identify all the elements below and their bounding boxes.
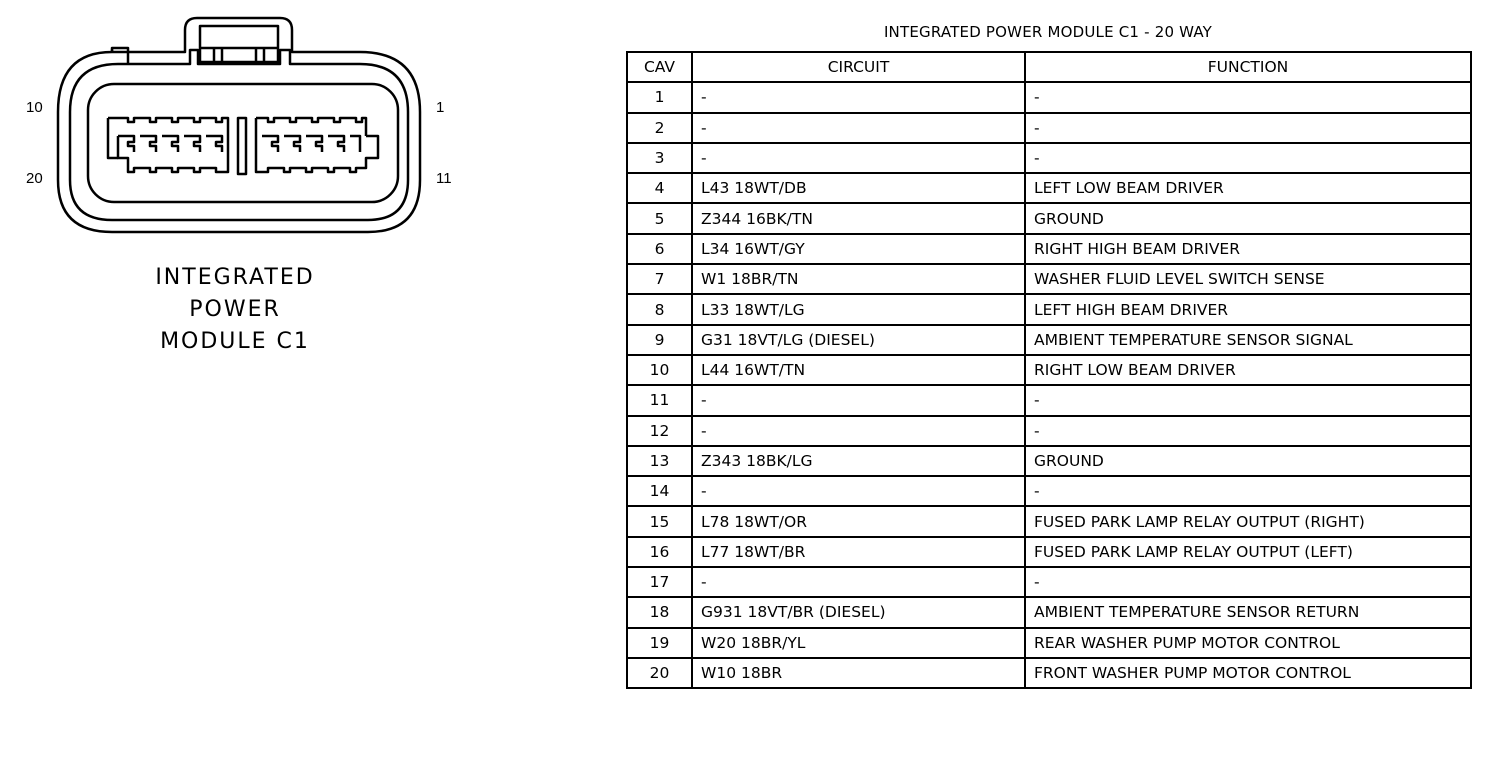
connector-face-diagram xyxy=(0,0,600,400)
function-cell: - xyxy=(1025,385,1471,415)
table-row xyxy=(627,416,1471,446)
cav-cell: 3 xyxy=(627,143,692,173)
table-row xyxy=(627,234,1471,264)
table-row xyxy=(627,113,1471,143)
cav-cell: 13 xyxy=(627,446,692,476)
circuit-cell: - xyxy=(692,416,1025,446)
function-cell: AMBIENT TEMPERATURE SENSOR RETURN xyxy=(1025,597,1471,627)
cav-cell: 14 xyxy=(627,476,692,506)
circuit-cell: L77 18WT/BR xyxy=(692,537,1025,567)
cav-cell: 1 xyxy=(627,82,692,112)
table-row xyxy=(627,537,1471,567)
cav-cell: 17 xyxy=(627,567,692,597)
table-row xyxy=(627,355,1471,385)
function-cell: FRONT WASHER PUMP MOTOR CONTROL xyxy=(1025,658,1471,688)
circuit-cell: - xyxy=(692,143,1025,173)
pinout-table xyxy=(626,51,1472,689)
function-cell: GROUND xyxy=(1025,446,1471,476)
connector-caption xyxy=(120,262,350,358)
cav-cell: 8 xyxy=(627,294,692,324)
function-cell: AMBIENT TEMPERATURE SENSOR SIGNAL xyxy=(1025,325,1471,355)
header-circuit: CIRCUIT xyxy=(692,52,1025,82)
pin-label-10: 10 xyxy=(26,99,43,116)
table-row xyxy=(627,446,1471,476)
circuit-cell: - xyxy=(692,476,1025,506)
pin-label-1: 1 xyxy=(436,99,445,116)
table-row xyxy=(627,567,1471,597)
table-row xyxy=(627,385,1471,415)
circuit-cell: L34 16WT/GY xyxy=(692,234,1025,264)
table-row xyxy=(627,203,1471,233)
connector-outline xyxy=(0,0,600,260)
table-row xyxy=(627,658,1471,688)
circuit-cell: G931 18VT/BR (DIESEL) xyxy=(692,597,1025,627)
function-cell: - xyxy=(1025,476,1471,506)
cav-cell: 10 xyxy=(627,355,692,385)
circuit-cell: L43 18WT/DB xyxy=(692,173,1025,203)
table-row xyxy=(627,325,1471,355)
cav-cell: 12 xyxy=(627,416,692,446)
function-cell: REAR WASHER PUMP MOTOR CONTROL xyxy=(1025,628,1471,658)
function-cell: - xyxy=(1025,567,1471,597)
table-row xyxy=(627,294,1471,324)
cav-cell: 15 xyxy=(627,506,692,536)
table-row xyxy=(627,597,1471,627)
header-function: FUNCTION xyxy=(1025,52,1471,82)
cav-cell: 4 xyxy=(627,173,692,203)
header-cav: CAV xyxy=(627,52,692,82)
table-row xyxy=(627,143,1471,173)
cav-cell: 20 xyxy=(627,658,692,688)
circuit-cell: W10 18BR xyxy=(692,658,1025,688)
circuit-cell: W20 18BR/YL xyxy=(692,628,1025,658)
function-cell: LEFT LOW BEAM DRIVER xyxy=(1025,173,1471,203)
caption-line: MODULE C1 xyxy=(160,329,310,354)
function-cell: - xyxy=(1025,416,1471,446)
function-cell: RIGHT HIGH BEAM DRIVER xyxy=(1025,234,1471,264)
circuit-cell: Z344 16BK/TN xyxy=(692,203,1025,233)
function-cell: LEFT HIGH BEAM DRIVER xyxy=(1025,294,1471,324)
function-cell: FUSED PARK LAMP RELAY OUTPUT (RIGHT) xyxy=(1025,506,1471,536)
function-cell: - xyxy=(1025,143,1471,173)
circuit-cell: G31 18VT/LG (DIESEL) xyxy=(692,325,1025,355)
cav-cell: 19 xyxy=(627,628,692,658)
cav-cell: 18 xyxy=(627,597,692,627)
table-title: INTEGRATED POWER MODULE C1 - 20 WAY xyxy=(883,23,1213,41)
cav-cell: 2 xyxy=(627,113,692,143)
pin-label-11: 11 xyxy=(436,170,452,187)
table-row xyxy=(627,628,1471,658)
pin-label-20: 20 xyxy=(26,170,43,187)
table-row xyxy=(627,173,1471,203)
circuit-cell: L44 16WT/TN xyxy=(692,355,1025,385)
circuit-cell: - xyxy=(692,567,1025,597)
caption-line: POWER xyxy=(189,297,281,322)
cav-cell: 7 xyxy=(627,264,692,294)
table-row xyxy=(627,264,1471,294)
cav-cell: 16 xyxy=(627,537,692,567)
function-cell: RIGHT LOW BEAM DRIVER xyxy=(1025,355,1471,385)
circuit-cell: W1 18BR/TN xyxy=(692,264,1025,294)
circuit-cell: Z343 18BK/LG xyxy=(692,446,1025,476)
function-cell: - xyxy=(1025,113,1471,143)
function-cell: WASHER FLUID LEVEL SWITCH SENSE xyxy=(1025,264,1471,294)
cav-cell: 5 xyxy=(627,203,692,233)
table-row xyxy=(627,82,1471,112)
table-header-row xyxy=(627,52,1471,82)
function-cell: GROUND xyxy=(1025,203,1471,233)
circuit-cell: - xyxy=(692,385,1025,415)
circuit-cell: - xyxy=(692,113,1025,143)
cav-cell: 11 xyxy=(627,385,692,415)
caption-line: INTEGRATED xyxy=(155,265,315,290)
circuit-cell: L78 18WT/OR xyxy=(692,506,1025,536)
table-row xyxy=(627,476,1471,506)
function-cell: - xyxy=(1025,82,1471,112)
cav-cell: 6 xyxy=(627,234,692,264)
function-cell: FUSED PARK LAMP RELAY OUTPUT (LEFT) xyxy=(1025,537,1471,567)
circuit-cell: - xyxy=(692,82,1025,112)
circuit-cell: L33 18WT/LG xyxy=(692,294,1025,324)
table-row xyxy=(627,506,1471,536)
cav-cell: 9 xyxy=(627,325,692,355)
